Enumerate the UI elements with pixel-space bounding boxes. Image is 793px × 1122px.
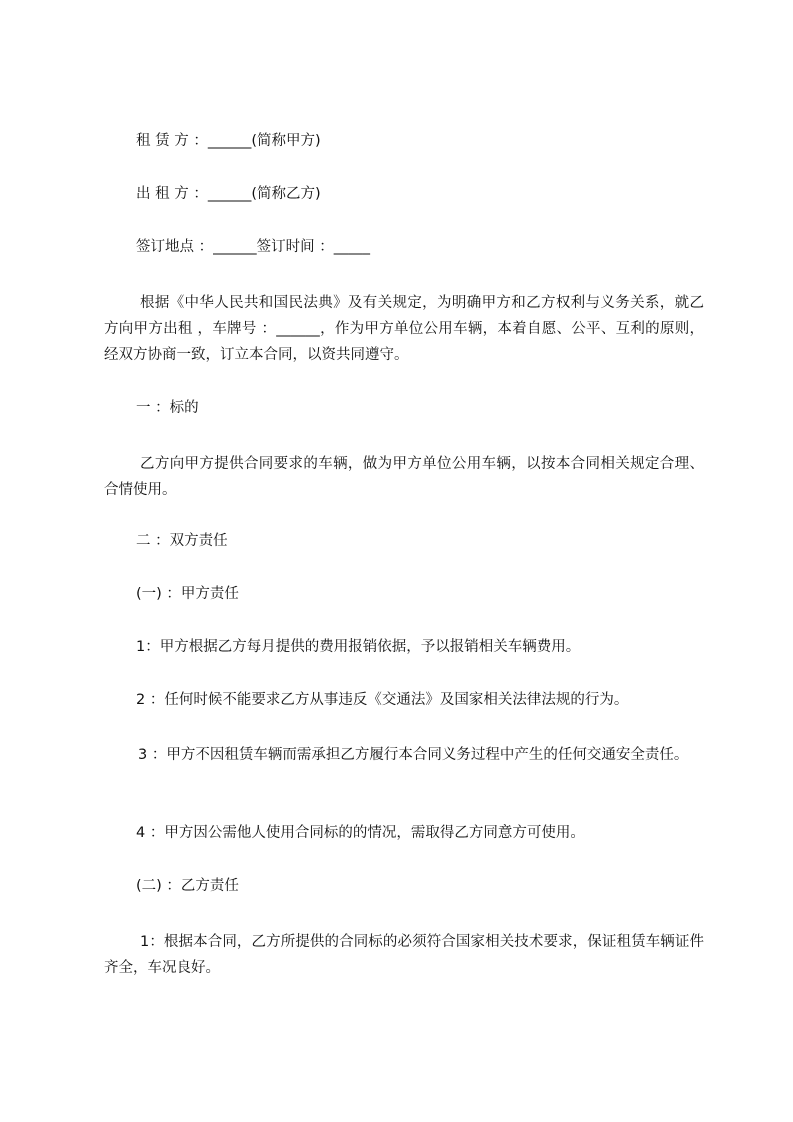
section-1-body: 乙方向甲方提供合同要求的车辆，做为甲方单位公用车辆，以按本合同相关规定合理、合情使用。	[104, 456, 704, 498]
party-a-item-2: 2 ：任何时候不能要求乙方从事违反《交通法》及国家相关法律法规的行为。	[136, 692, 629, 708]
party-a-item-3: 3 ：甲方不因租赁车辆而需承担乙方履行本合同义务过程中产生的任何交通安全责任。	[138, 747, 689, 763]
party-b-title: (二) ：乙方责任	[136, 878, 239, 894]
party-a-item-1: 1：甲方根据乙方每月提供的费用报销依据，予以报销相关车辆费用。	[136, 639, 581, 655]
party-a-title: (一) ：甲方责任	[136, 586, 239, 602]
preamble-paragraph: 根据《中华人民共和国民法典》及有关规定，为明确甲方和乙方权利与义务关系，就乙方向甲方出租 ，车牌号 ：______，作为甲方单位公用车辆，本着自愿、公平、互利的原则，经双方协商一致，订立本合同，以资共同遵守。	[104, 295, 704, 363]
party-a-item-4: 4 ：甲方因公需他人使用合同标的的情况，需取得乙方同意方可使用。	[136, 825, 585, 841]
section-2-title: 二 ：双方责任	[136, 533, 228, 549]
lessor-line: 出 租 方 ：______(简称乙方)	[136, 186, 321, 202]
signing-place-time-line: 签订地点 ：______签订时间 ：_____	[136, 239, 370, 255]
lessee-line: 租 赁 方 ：______(简称甲方)	[136, 133, 321, 149]
section-1-title: 一 ：标的	[136, 400, 199, 416]
party-b-item-1: 1：根据本合同，乙方所提供的合同标的必须符合国家相关技术要求，保证租赁车辆证件齐全，车况良好。	[104, 934, 704, 976]
